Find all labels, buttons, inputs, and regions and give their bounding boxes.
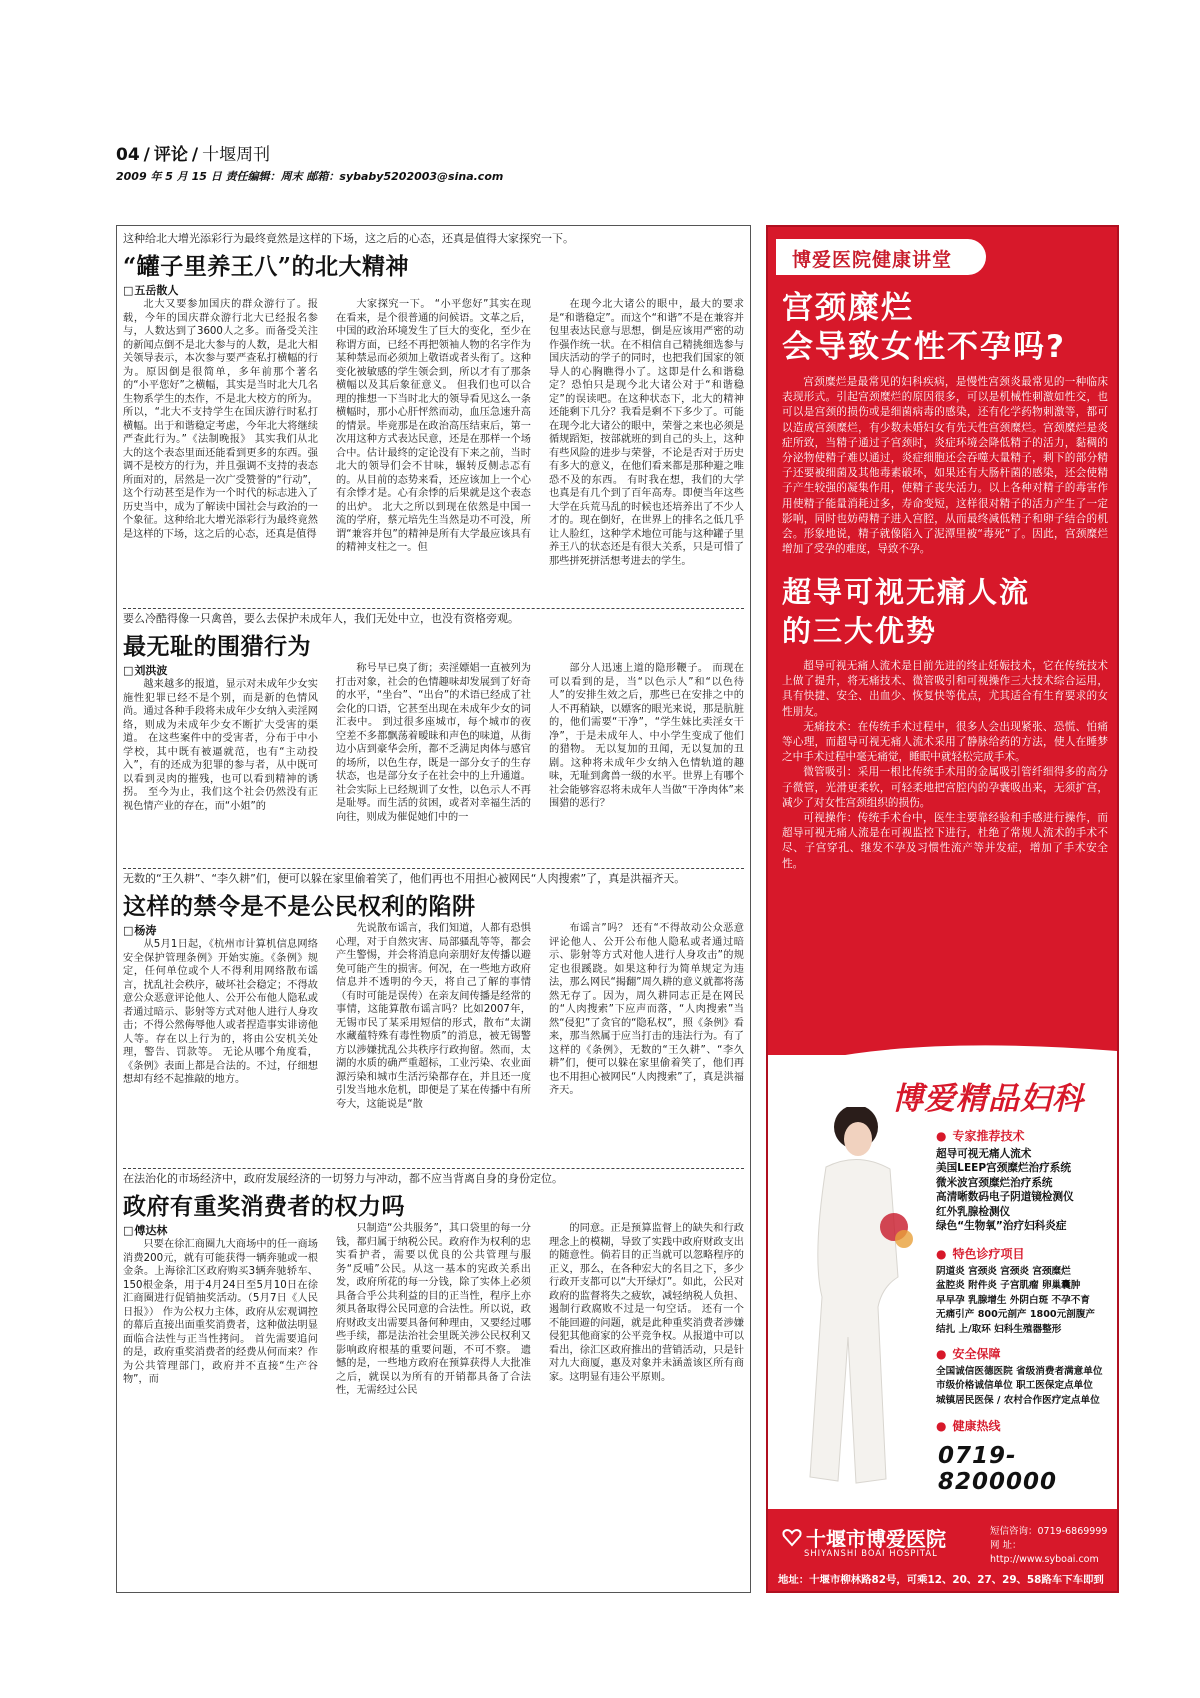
ad-paragraph: 微管吸引：采用一根比传统手术用的金属吸引管纤细得多的高分子微管，光滑更柔软，可轻柔地把宫腔内的孕囊吸出来，无须扩宫，减少了对女性宫颈组织的损伤。	[782, 766, 1108, 809]
body-text: 的同意。正是预算监督上的缺失和行政理念上的模糊，导致了实践中政府财政支出的随意性。倘若目的正当就可以忽略程序的正义，那么，在各种宏大的名目之下，多少行政开支都可以“大开绿灯”。如此，公民对政府的监督将失之疲软，减轻纳税人负担、遏制行政腐败不过是一句空话。 还有一个不能回避的问题，就是此种重奖消费者涉嫌侵犯其他商家的公平竞争权。从报道中可以看出，徐汇区政府推出的营销活动，只是针对九大商厦，惠及对象并未涵盖该区所有商家。这明显有违公平原则。	[549, 1223, 744, 1383]
article-author: □ 杨涛	[123, 922, 156, 938]
article-lead: 无数的“王久耕”、“李久耕”们，便可以躲在家里偷着笑了，他们再也不用担心被网民“人肉搜索”了，真是洪福齐天。	[123, 872, 686, 885]
hotline-number: 0719-8200000	[938, 1443, 1058, 1495]
masthead	[116, 140, 1116, 184]
editor-label: 责任编辑：周末	[225, 170, 303, 183]
article-body	[123, 922, 744, 1162]
ad-body-2	[782, 659, 1108, 872]
article-column	[123, 1238, 318, 1582]
ad-headline-1-line2: 会导致女性不孕吗?	[782, 329, 1066, 365]
email-label: 邮箱：sybaby5202003@sina.com	[306, 170, 504, 183]
list-item: 结扎 上/取环 妇科生殖器整形	[936, 1323, 1062, 1335]
body-text: 称号早已臭了街；卖淫嫖娼一直被列为打击对象，社会的色情趣味却发展到了好奇的水平，“坐台”、“出台”的术语已经成了社会化的口语，它甚至出现在未成年少女的词汇表中。 到过很多座城市，每个城市的夜空差不多都飘荡着暧昧和声色的味道，从街边小店到豪华会所，都不乏满足肉体与感官的场所，以色生存，既是一部分女子的生存状态，也是部分女子在社会中的上升通道。社会实际上已经规训了女性，以色示人不再是耻辱。而生活的贫困，或者对幸福生活的向往，则成为催促她们中的一	[336, 663, 531, 823]
article-3	[123, 872, 744, 1164]
article-author: □ 傅达林	[123, 1222, 167, 1238]
body-text: 只要在徐汇商圈九大商场中的任一商场消费200元，就有可能获得一辆奔驰或一根金条。上海徐汇区政府购买3辆奔驰轿车、150根金条，用于4月24日至5月10日在徐汇商圈进行促销抽奖活动。（5月7日《人民日报》） 作为公权力主体，政府从宏观调控的幕后直接出面重奖消费者，这种做法明显面临合法性与正当性拷问。 首先需要追问的是，政府重奖消费者的经费从何而来？作为公共管理部门，政府并不直接“生产谷物”，而	[123, 1239, 318, 1385]
page-header: 04 / 评论 / 十堰周刊	[116, 145, 271, 165]
article-divider	[123, 608, 744, 609]
guarantee-list	[936, 1365, 1116, 1408]
article-column	[549, 922, 744, 1162]
article-body	[123, 1222, 744, 1582]
body-text: 布谣言”吗？ 还有“不得故动公众恶意评论他人、公开公布他人隐私或者通过暗示、影射等方式对他人进行人身攻击”的规定也很蹊跷。如果这种行为简单规定为违法，那么网民“揭翻”周久耕的意义就都将荡然无存了。因为，周久耕同志正是在网民的“人肉搜索”下应声而落，“人肉搜索”当然“侵犯”了贪官的“隐私权”，照《条例》看来，那当然属于应当打击的违法行为。有了这样的《条例》，无数的“王久耕”、“李久耕”们，便可以躲在家里偷着笑了，他们再也不用担心被网民“人肉搜索”了，真是洪福齐天。	[549, 923, 744, 1096]
article-column	[336, 922, 531, 1162]
hospital-name: 十堰市博爱医院	[806, 1527, 946, 1551]
ad-headline-2-line1: 超导可视无痛人流	[782, 575, 1031, 609]
body-text: 从5月1日起，《杭州市计算机信息网络安全保护管理条例》开始实施。《条例》规定，任何单位或个人不得利用网络散布谣言，扰乱社会秩序，破坏社会稳定；不得故意公众恶意评论他人、公开公布他人隐私或者通过暗示、影射等方式对他人进行人身攻击；不得公然侮辱他人或者捏造事实诽谤他人等。存在以上行为的，将由公安机关处理，警告、罚款等。 无论从哪个角度看，《条例》表面上都是合法的。不过，仔细想想却有经不起推敲的地方。	[123, 939, 318, 1085]
article-divider	[123, 1168, 744, 1169]
ad-brand: 博爱精品妇科	[892, 1081, 1084, 1117]
ad-body-1	[782, 375, 1108, 557]
article-2	[123, 612, 744, 864]
article-4	[123, 1172, 744, 1586]
list-item: 无痛引产 800元剖产 1800元剖腹产	[936, 1309, 1095, 1321]
body-text: 北大又要参加国庆的群众游行了。报载，今年的国庆群众游行北大已经报名参与，人数达到了3600人之多。而备受关注的新闻点倒不是北大参与的人数，是北大相关领导表示，本次参与要严查私打横幅的行为。原因倒是很简单，多年前那个著名的“小平您好”之横幅，其实是当时北大几名生物系学生的杰作，不是北大校方的所为。所以，“北大不支持学生在国庆游行时私打横幅。出于和谐稳定考虑，今年北大将继续严查此行为。”《法制晚报》 其实我们从北大的这个表态里面还能看到更多的东西。强调不是校方的行为，并且强调不支持的表态所面对的，居然是一次广受赞誉的“行动”，这个行动甚至是作为一个时代的标志进入了历史当中，成为了解读中国社会与政治的一个象征。这种给北大增光添彩行为最终竟然是这样的下场，这之后的心态，还真是值得	[123, 299, 318, 540]
article-column	[123, 678, 318, 862]
article-column	[549, 298, 744, 602]
list-item: 高清晰数码电子阴道镜检测仪	[936, 1191, 1074, 1204]
body-text: 只制造“公共服务”，其口袋里的每一分钱，都归属于纳税公民。政府作为权利的忠实看护者，需要以优良的公共管理与服务“反哺”公民。从这一基本的宪政关系出发，政府所花的每一分钱，除了实体上必须具备合乎公共利益的目的正当性，程序上亦须具备取得公民同意的合法性。所以说，政府财政支出需要具备何种理由，又要经过哪些手续，都是法治社会里既关涉公民权利又影响政府根基的重要问题，不可不察。 遗憾的是，一些地方政府在预算获得人大批准之后，就误以为所有的开销都具备了合法性，无需经过公民	[336, 1223, 531, 1396]
section-title: ● 安全保障	[936, 1345, 1116, 1362]
paper-name: 十堰周刊	[202, 145, 271, 165]
article-column	[549, 662, 744, 862]
article-body	[123, 298, 744, 602]
body-text: 越来越多的报道，显示对未成年少女实施性犯罪已经不是个别，而是新的色情风尚。通过各种手段将未成年少女纳入卖淫网络，则成为未成年少女不断扩大受害的渠道。 在这些案件中的受害者，分布于中小学校，其中既有被逼就范，也有“主动投入”，有的还成为犯罪的参与者，从中既可以看到灵肉的摧残，也可以看到精神的诱拐。 至今为止，我们这个社会仍然没有正视色情产业的存在，而“小姐”的	[123, 679, 318, 812]
website-line: 网 址：http://www.syboai.com	[990, 1540, 1099, 1565]
hospital-name-en: SHIYANSHI BOAI HOSPITAL	[804, 1548, 938, 1558]
editorial-column	[116, 225, 751, 1593]
article-1	[123, 232, 744, 602]
body-text: 大家探究一下。 “小平您好”其实在现在看来，是个很普通的问候语。文革之后，中国的政治环境发生了巨大的变化，至少在称谓方面，已经不再把领袖人物的名字作为某种禁忌而必须加上敬语或者头衔了。这种变化被敏感的学生领会到，所以才有了那条横幅以及其后象征意义。 但我们也可以合理的推想一下当时北大的领导看见这么一条横幅时，那小心肝怦然而动，血压急速升高的情景。毕竟那是在政治高压结束后，第一次用这种方式表达民意，还是在那样一个场合中。估计最终的定论没有下来之前，当时北大的领导们会不甘味，辗转反侧忐忑有的。从目前的态势来看，还应该加上一个心有余悸才是。心有余悸的后果就是这个表态的出炉。 北大之所以到现在依然是中国一流的学府，蔡元培先生当然是功不可没，所谓“兼容并包”的精神是所有大学最应该具有的精神支柱之一。但	[336, 299, 531, 553]
list-item: 微米波宫颈糜烂治疗系统	[936, 1176, 1053, 1189]
hospital-contact	[990, 1525, 1117, 1567]
ad-section-tech	[936, 1127, 1116, 1233]
article-divider	[123, 868, 744, 869]
section-title: ● 专家推荐技术	[936, 1127, 1116, 1144]
article-lead: 这种给北大增光添彩行为最终竟然是这样的下场，这之后的心态，还真是值得大家探究一下。	[123, 232, 574, 245]
article-lead: 在法治化的市场经济中，政府发展经济的一切努力与冲动，都不应当背离自身的身份定位。	[123, 1172, 563, 1185]
ad-section-guarantee	[936, 1345, 1116, 1408]
list-item: 红外乳腺检测仪	[936, 1205, 1011, 1218]
masthead-meta	[116, 168, 1116, 184]
issue-date: 2009 年 5 月 15 日	[116, 170, 222, 183]
list-item: 绿色“生物氧”治疗妇科炎症	[936, 1220, 1067, 1233]
sms-line: 短信咨询：0719-6869999	[990, 1526, 1108, 1537]
ad-paragraph: 可视操作：传统手术台中，医生主要靠经验和手感进行操作，而超导可视无痛人流是在可视监控下进行，杜绝了常规人流术的手术不尽、子宫穿孔、继发不孕及习惯性流产等并发症，增加了手术安全性。	[782, 812, 1108, 870]
model-photo	[786, 1107, 916, 1487]
ad-paragraph: 宫颈糜烂是最常见的妇科疾病，是慢性宫颈炎最常见的一种临床表现形式。引起宫颈糜烂的原因很多，可以是机械性刺激如性交，也可以是宫颈的损伤或是细菌病毒的感染，还有化学药物刺激等，都可以造成宫颈糜烂，有少数未婚妇女有先天性宫颈糜烂。宫颈糜烂是炎症所致，当精子通过子宫颈时，炎症环境会降低精子的活力，黏稠的分泌物使精子难以通过，炎症细胞还会吞噬大量精子，剩下的部分精子还要被细菌及其他毒素破坏，如果还有大肠杆菌的感染，还会使精子产生较强的凝集作用，使精子丧失活力。以上各种对精子的毒害作用使精子能量消耗过多，寿命变短，这样很对精子的活力产生了一定影响，同时也妨碍精子进入宫腔，从而最终减低精子和卵子结合的机会。形象地说，精子就像陷入了泥潭里被“毒死”了。因此，宫颈糜烂增加了受孕的难度，导致不孕。	[782, 376, 1108, 556]
list-item: 早早孕 乳腺增生 外阴白斑 不孕不育	[936, 1294, 1090, 1306]
article-author: □ 五岳散人	[123, 282, 178, 298]
services-list	[936, 1265, 1116, 1337]
section-name: 评论	[153, 145, 188, 165]
tech-list	[936, 1147, 1116, 1233]
section-title: ● 健康热线	[936, 1417, 1116, 1434]
hospital-address: 地址：十堰市柳林路82号，可乘12、20、27、29、58路车下车即到	[778, 1574, 1104, 1586]
list-item: 城镇居民医保 / 农村合作医疗定点单位	[936, 1394, 1100, 1406]
ad-section-services	[936, 1245, 1116, 1337]
article-lead: 要么冷酷得像一只禽兽，要么去保护未成年人，我们无处中立，也没有资格旁观。	[123, 612, 519, 625]
page-number: 04	[116, 145, 140, 165]
article-author: □ 刘洪波	[123, 662, 167, 678]
article-title: 最无耻的围猎行为	[123, 633, 311, 660]
article-title: 这样的禁令是不是公民权利的陷阱	[123, 893, 476, 920]
body-text: 部分人迅速上道的隐形鞭子。 而现在可以看到的是，当“以色示人”和“以色待人”的安排生效之后，那些已在安排之中的人不再稍缺，以嫖客的眼光来说，那是肮脏的，他们需要“干净”，“学生妹比卖淫女干净”，于是未成年人、中小学生变成了他们的猎物。 无以复加的丑闻，无以复加的丑剧。这种将未成年少女纳入色情轨道的趣味，无耻到禽兽一级的水平。世界上有哪个社会能够容忍将未成年人当做“干净肉体”来围猎的恶行？	[549, 663, 744, 809]
article-column	[336, 662, 531, 862]
article-title: 政府有重奖消费者的权力吗	[123, 1193, 405, 1220]
article-column	[336, 1222, 531, 1582]
ad-headline-1	[782, 289, 1112, 367]
article-column	[336, 298, 531, 602]
ad-headline-2-line2: 的三大优势	[782, 614, 938, 648]
article-column	[549, 1222, 744, 1582]
ad-header-text: 博爱医院健康讲堂	[792, 249, 953, 271]
ad-headline-1-line1: 宫颈糜烂	[782, 290, 914, 326]
article-column	[123, 298, 318, 602]
ad-header-tab	[776, 239, 986, 275]
section-title: ● 特色诊疗项目	[936, 1245, 1116, 1262]
ad-section-hotline	[936, 1417, 1116, 1437]
list-item: 全国诚信医德医院 省级消费者满意单位	[936, 1366, 1103, 1377]
article-column	[123, 938, 318, 1162]
body-text: 在现今北大诸公的眼中，最大的要求是“和谐稳定”。而这个“和谐”不是在兼容并包里表达民意与思想，倒是应该用严密的动作强作统一状。在不相信自己精挑细选参与国庆活动的学子的同时，也把我们国家的领导人的心胸瞧得小了。这即是什么和谐稳定？恐怕只是现今北大诸公对于“和谐稳定”的误读吧。在这种状态下，北大的精神还能剩下几分？我看是剩不下多少了。可能在现今北大诸公的眼中，荣誉之来也必须是循规蹈矩，按部就班的到自己的头上，这种有些风险的进步与荣誉，不论是否对于历史有多大的意义，在他们看来都是那种避之唯恐不及的东西。 有时我在想，我们的大学也真是有几个到了百年高寿。即便当年这些大学在兵荒马乱的时候也还培养出了不少人才的。现在倒好，在世界上的排名之低几乎让人脸红，这种学术地位可能与这种罐子里养王八的状态还是有很大关系，只是可惜了那些拼死拼活想考进去的学生。	[549, 299, 744, 567]
ad-paragraph: 超导可视无痛人流术是目前先进的终止妊娠技术，它在传统技术上做了提升，将无痛技术、微管吸引和可视操作三大技术综合运用，具有快捷、安全、出血少、恢复快等优点，尤其适合有生育要求的女性朋友。	[782, 660, 1108, 718]
article-title: “罐子里养王八”的北大精神	[123, 253, 409, 280]
ad-paragraph: 无痛技术：在传统手术过程中，很多人会出现紧张、恐慌、怕痛等心理，而超导可视无痛人流术采用了静脉给药的方法，使人在睡梦之中手术过程中毫无痛觉，睡眠中就轻松完成手术。	[782, 720, 1108, 764]
list-item: 美国LEEP宫颈糜烂治疗系统	[936, 1162, 1071, 1175]
list-item: 超导可视无痛人流术	[936, 1148, 1032, 1160]
body-text: 先说散布谣言，我们知道，人都有恐惧心理，对于自然灾害、局部骚乱等等，都会产生警惕，并会将消息向亲朋好友传播以避免可能产生的损害。何况，在一些地方政府信息并不透明的今天，将自己了解的事情（有时可能是误传）在亲友间传播是经常的事情，这能算散布谣言吗？比如2007年，无锡市民了某采用短信的形式，散布“太湖水藏蕴特殊有毒性物质”的消息，被无锡警方以涉嫌扰乱公共秩序行政拘留。然而，太湖的水质的确严重超标，工业污染、农业面源污染和城市生活污染都存在，并且还一度引发当地水危机，即便是了某在传播中有所夸大，这能说是“散	[336, 923, 531, 1110]
list-item: 市级价格诚信单位 职工医保定点单位	[936, 1380, 1093, 1392]
article-body	[123, 662, 744, 862]
heart-logo-icon	[782, 1527, 802, 1547]
ad-headline-2	[782, 573, 1112, 651]
list-item: 盆腔炎 附件炎 子宫肌瘤 卵巢囊肿	[936, 1280, 1081, 1292]
list-item: 阴道炎 宫颈炎 宫颈炎 宫颈糜烂	[936, 1266, 1071, 1277]
hospital-advertisement	[766, 225, 1119, 1593]
